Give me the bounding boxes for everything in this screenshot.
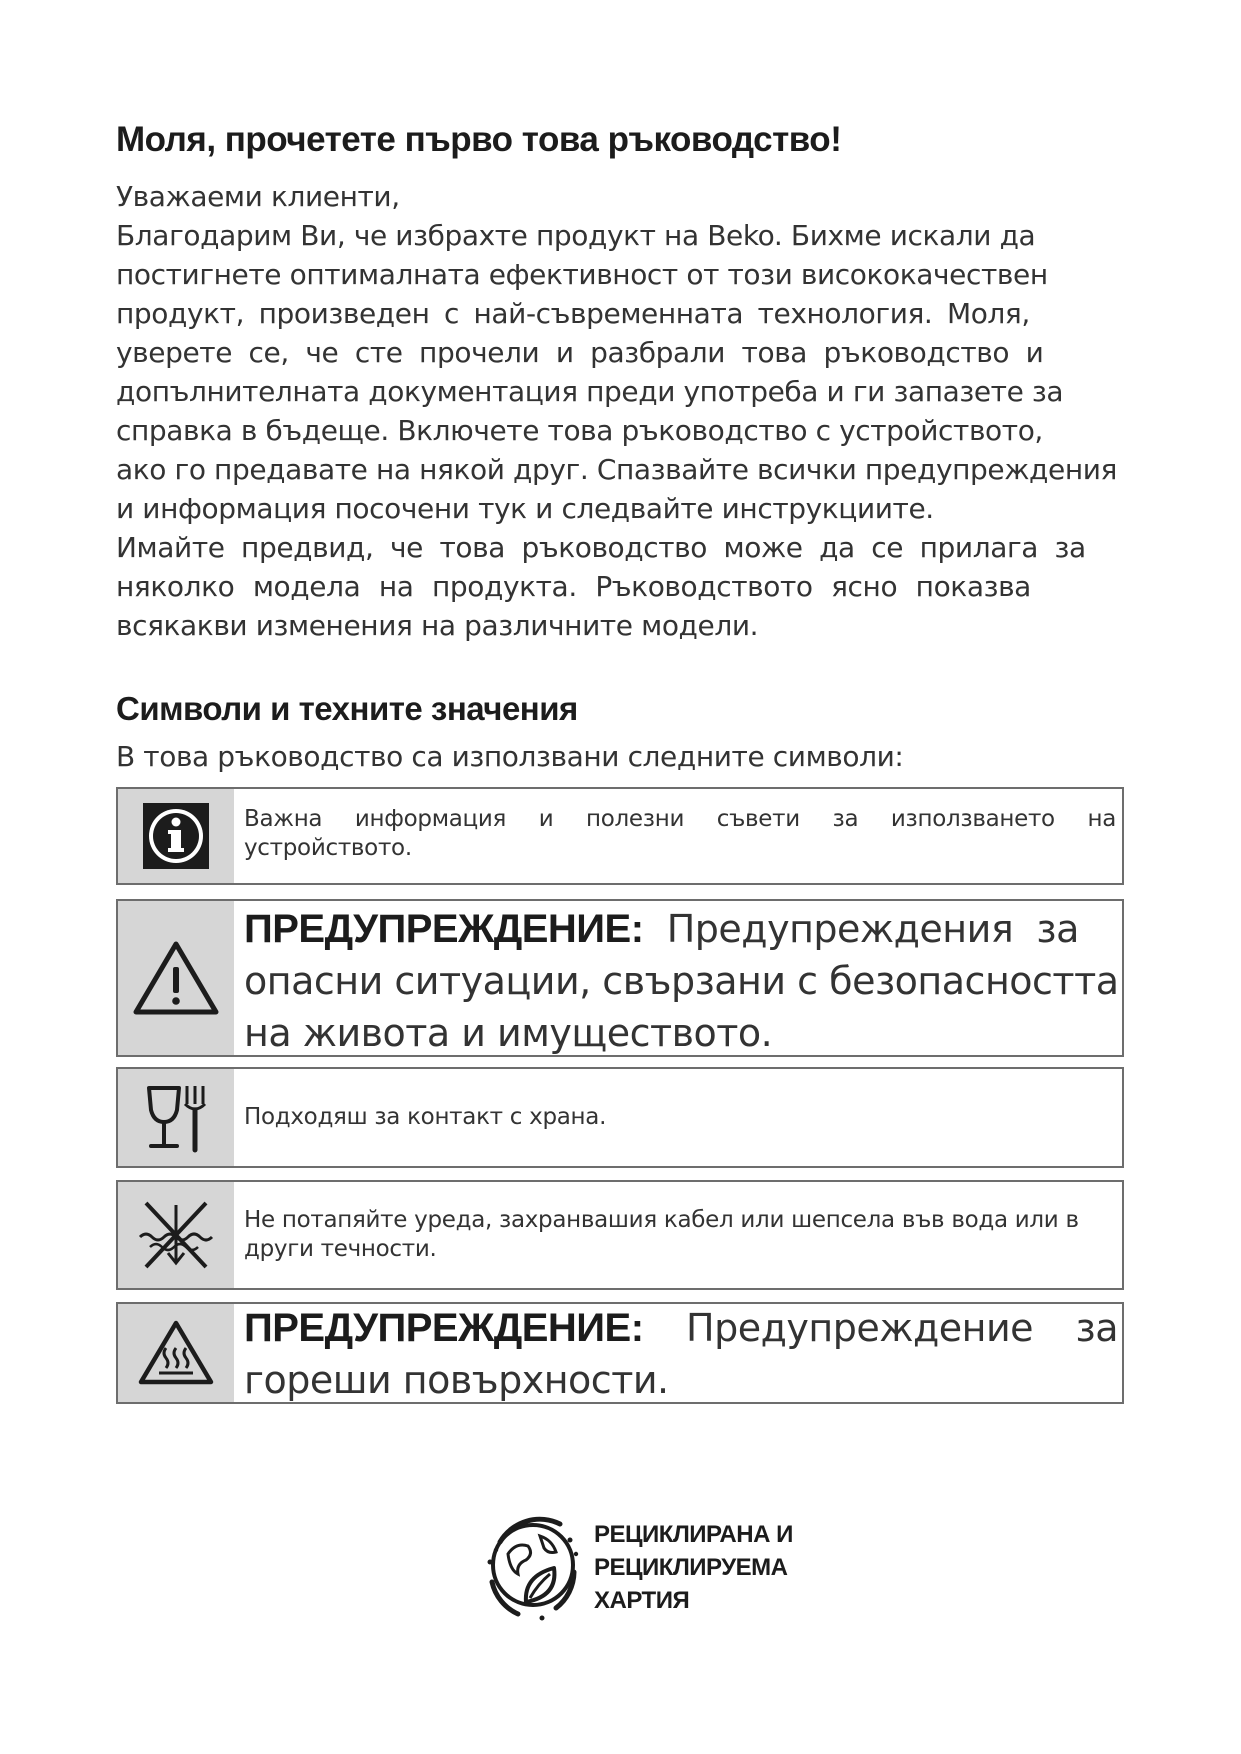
symbol-row-hot-surface <box>116 1302 1124 1404</box>
symbol-text: Подходяш за контакт с храна. <box>244 1104 607 1130</box>
icon-cell <box>118 1304 234 1402</box>
food-contact-icon <box>143 1082 209 1154</box>
recycled-paper-icon <box>478 1502 588 1628</box>
intro-line: няколко модела на продукта. Ръководството ясно показва <box>116 570 1031 603</box>
icon-cell <box>118 1069 234 1166</box>
warning-line-1: Предупреждения за <box>655 907 1079 951</box>
info-icon <box>141 801 211 871</box>
intro-line: Имайте предвид, че това ръководство може да се прилага за <box>116 531 1086 564</box>
symbol-row-warning <box>116 899 1124 1057</box>
intro-line: всякакви изменения на различните модели. <box>116 609 759 642</box>
symbol-text: Важна информация и полезни съвети за използването на устройството. <box>244 806 1116 861</box>
symbol-row-info <box>116 787 1124 885</box>
hot-surface-icon <box>137 1318 215 1388</box>
recycle-line: РЕЦИКЛИРУЕМА <box>594 1554 788 1581</box>
intro-line: допълнителната документация преди употреба и ги запазете за <box>116 375 1064 408</box>
warning-line-3: на живота и имуществото. <box>244 1011 773 1055</box>
symbol-text: Не потапяйте уреда, захранвашия кабел или шепсела във вода или в други течности. <box>244 1207 1079 1262</box>
page-title: Моля, прочетете първо това ръководство! <box>116 120 842 159</box>
intro-line: ако го предавате на някой друг. Спазвайте всички предупреждения <box>116 453 1117 486</box>
symbol-text <box>244 1302 1118 1406</box>
hot-word-2: за <box>1075 1306 1118 1350</box>
intro-line: Благодарим Ви, че избрахте продукт на Beko. Бихме искали да <box>116 219 1036 252</box>
symbol-row-no-immersion <box>116 1180 1124 1290</box>
recycle-badge <box>478 1502 808 1632</box>
greeting: Уважаеми клиенти, <box>116 180 400 213</box>
recycle-text <box>594 1518 793 1617</box>
symbols-lead: В това ръководство са използвани следните символи: <box>116 740 904 773</box>
symbol-row-food <box>116 1067 1124 1168</box>
warning-label: ПРЕДУПРЕЖДЕНИЕ: <box>244 1306 644 1350</box>
intro-line: постигнете оптималната ефективност от този висококачествен <box>116 258 1048 291</box>
intro-line: продукт, произведен с най-съвременната технология. Моля, <box>116 297 1030 330</box>
icon-cell <box>118 901 234 1055</box>
warning-label: ПРЕДУПРЕЖДЕНИЕ: <box>244 907 644 951</box>
intro-line: уверете се, че сте прочели и разбрали това ръководство и <box>116 336 1044 369</box>
warning-line-2: опасни ситуации, свързани с безопасността <box>244 959 1119 1003</box>
intro-line: справка в бъдеще. Включете това ръководство с устройството, <box>116 414 1043 447</box>
hot-line-2: гореши повърхности. <box>244 1358 669 1402</box>
hot-line-1 <box>244 1302 1118 1354</box>
symbols-heading: Символи и техните значения <box>116 690 578 727</box>
recycle-line: ХАРТИЯ <box>594 1587 690 1614</box>
intro-text <box>116 177 1176 645</box>
warning-triangle-icon <box>132 939 220 1017</box>
icon-cell <box>118 1182 234 1288</box>
icon-cell <box>118 789 234 883</box>
hot-word-1: Предупреждение <box>686 1306 1034 1350</box>
recycle-line: РЕЦИКЛИРАНА И <box>594 1521 793 1548</box>
symbol-text <box>244 903 1119 1059</box>
no-immersion-icon <box>136 1195 216 1275</box>
intro-line: и информация посочени тук и следвайте инструкциите. <box>116 492 934 525</box>
